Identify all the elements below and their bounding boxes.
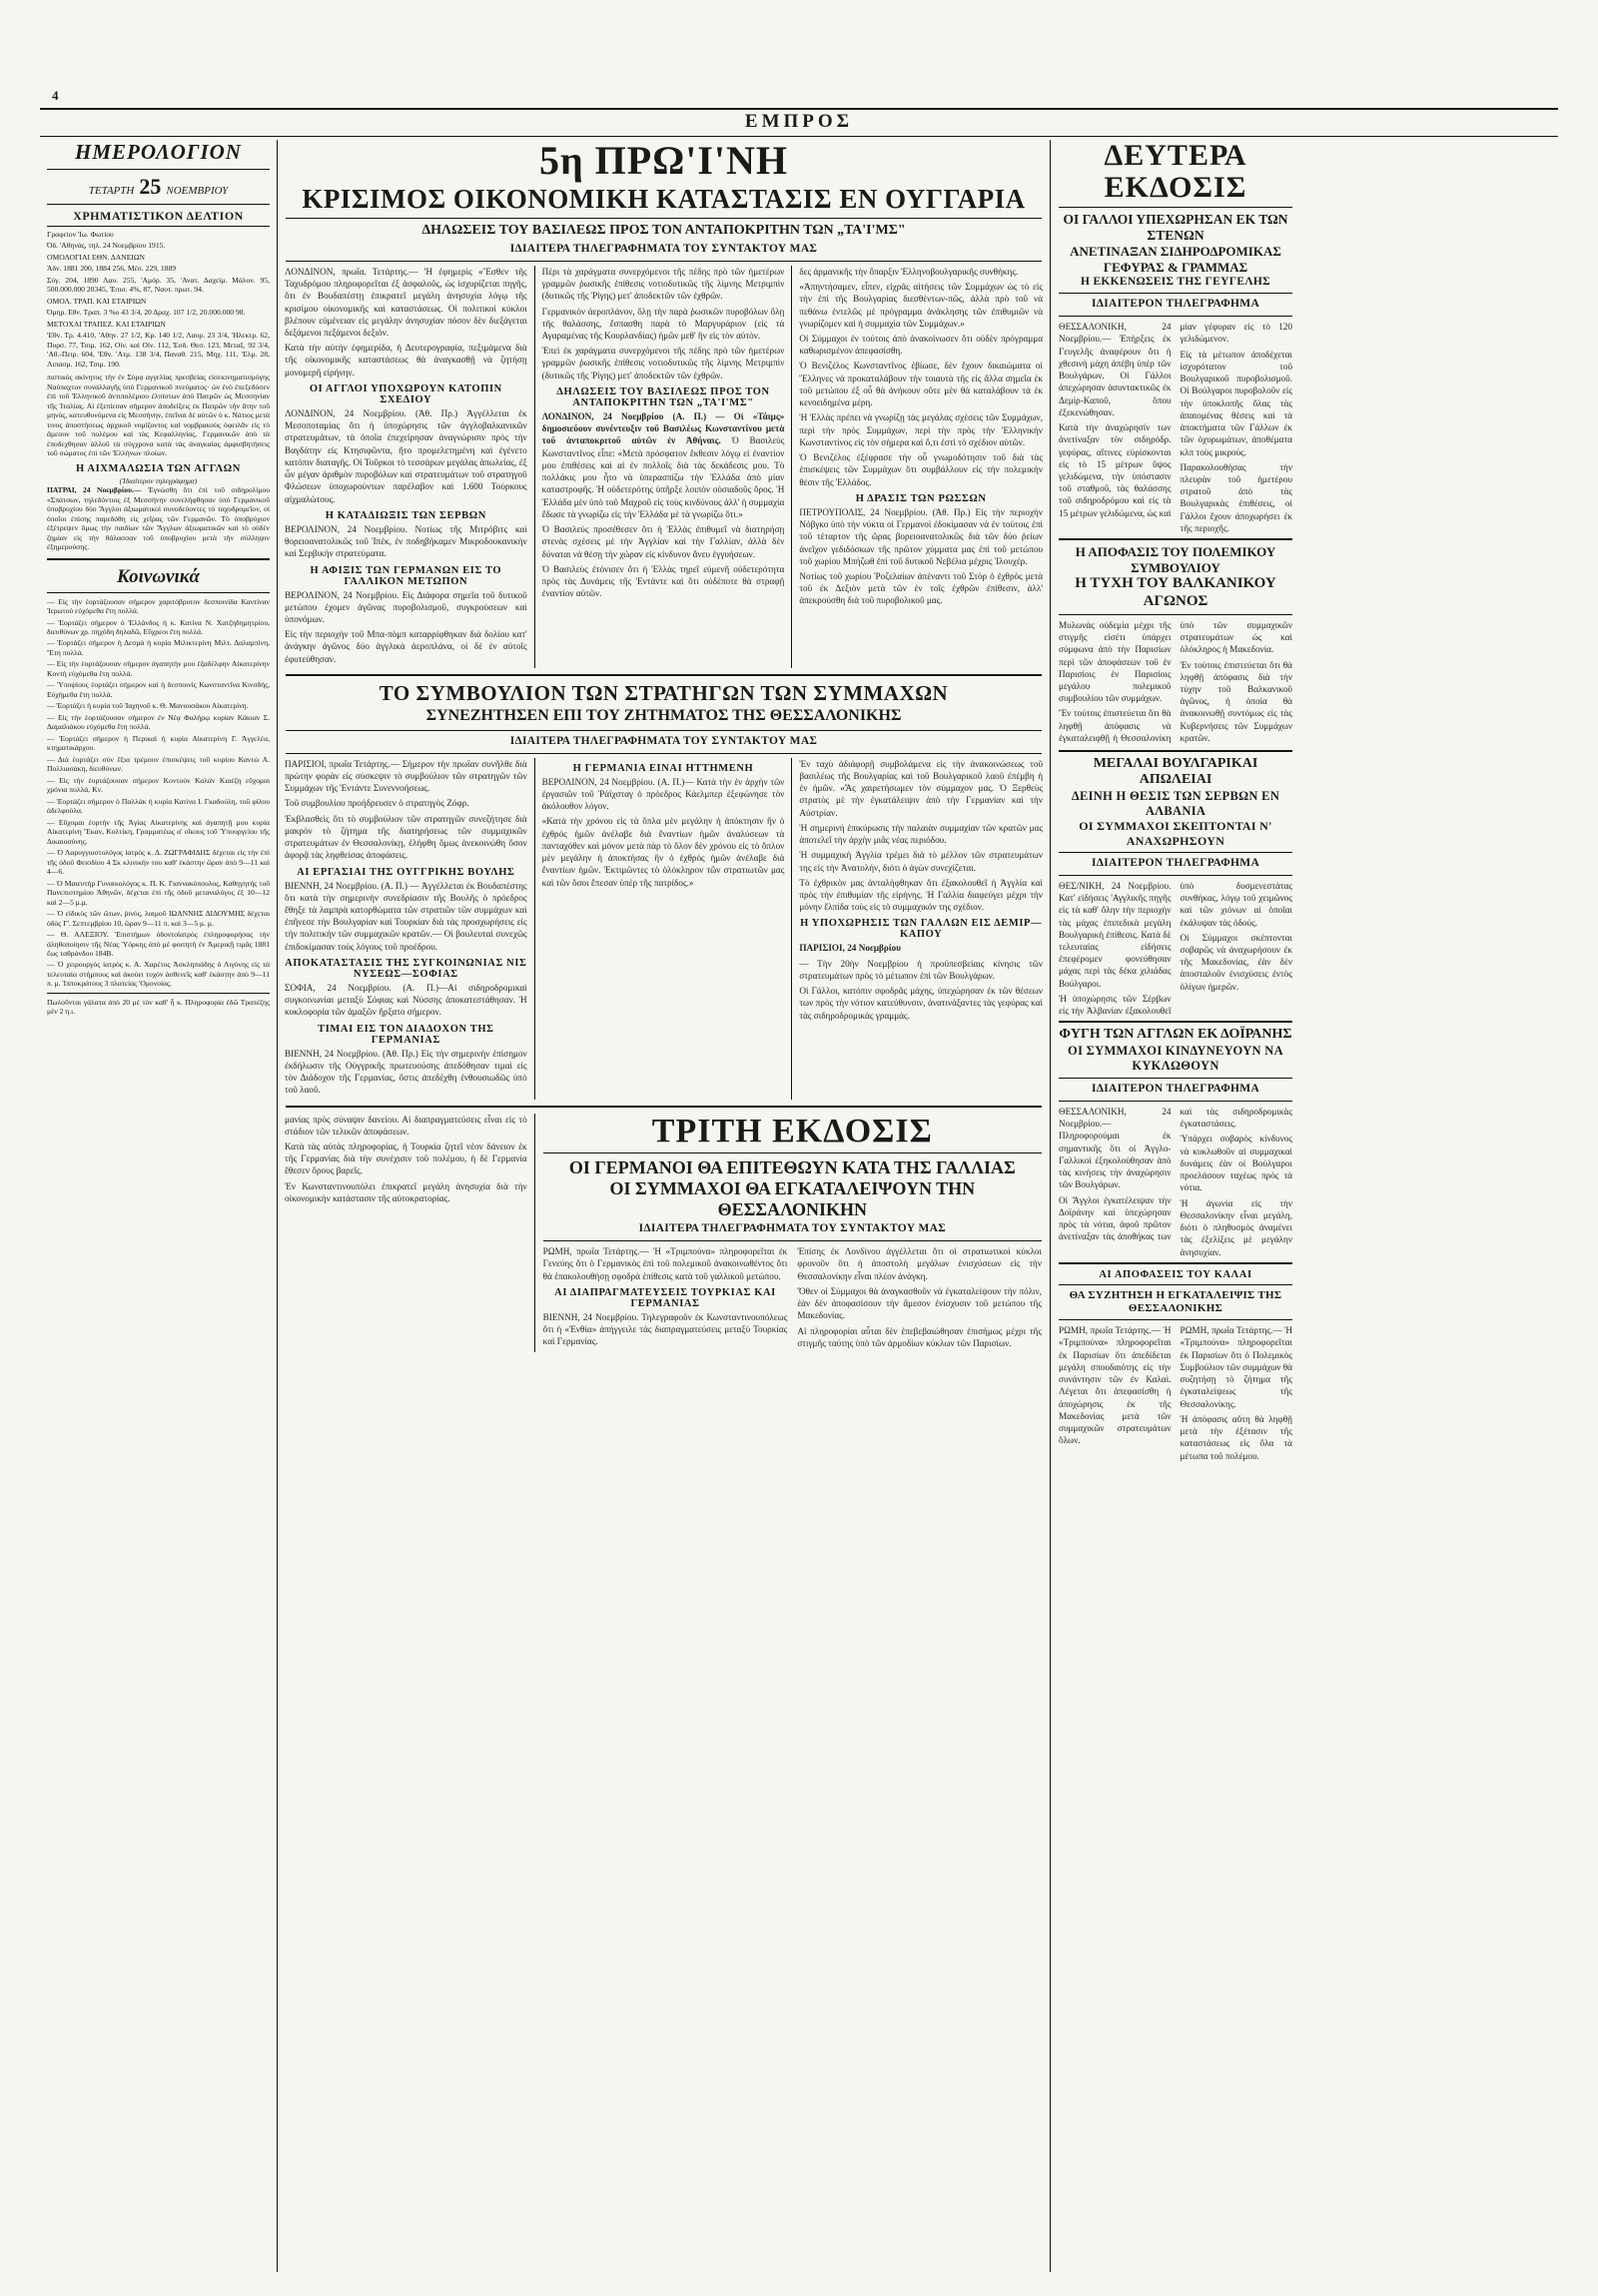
gc-paragraph: Ἡ σημερινὴ ἐπικύρωσις τὴν παλαιὰν συμμαχίαν τῶν κρατῶν μας ἀποτελεῖ τὴν ἀρχὴν μιᾶς νέας περιόδου. — [799, 822, 1044, 846]
stock-entry: Γραφείον 'Ιω. Φωτίου — [47, 230, 114, 239]
captivity-head: Η ΑΙΧΜΑΛΩΣΙΑ ΤΩΝ ΑΓΓΛΩΝ — [75, 462, 241, 474]
te-paragraph: Κατὰ τὰς αὐτὰς πληροφορίας, ἡ Τουρκία ζητεῖ νέον δάνειον ἐκ τῆς Γερμανίας διὰ τὴν συνέχισιν τοῦ πολέμου, ἡ δὲ Γερμανία ἔθεσεν ὅρους βαρεῖς. — [285, 1142, 527, 1176]
se-paragraph: Κατὰ τὴν ἀναχώρησίν των ἀνετίναξαν τὸν σιδηρόδρ. γεφύρας, αἵτινες εὑρίσκονται εἰς τὸ 15 μέτρων ὕψος γελιδώμενα, τὴν ὑπόστασιν τοῦ σταθμοῦ, τὰς θαλάσσης τοῦ σιδηροδρόμου καὶ εἰς τὰ 15 μέτρων γελιδώμενα, ὡς καὶ μίαν γέφυραν εἰς τὸ 120 γελιδώμενον. — [1059, 322, 1292, 518]
column-1 — [40, 140, 278, 2272]
gc-paragraph: Ἐν ταχὺ ἀδιάφορῇ συμβολάμενα εἰς τὴν ἀνακοινώσεως τοῦ βασιλέως τῆς Βουλγαρίας καὶ τοῦ Βουλγαρικοῦ λαοῦ ἐπέμβη ἡ ἐν ἡμῶν. «Ἄς χαιρετήσωμεν τὸν σύμμαχον μας. Ὁ Ξερθεὺς στρατὸς μὲ τὴν ἐγκατάλειψιν ἀπὸ τὴν Γερμανίαν καὶ τὴν Αὐστρίαν. — [799, 758, 1044, 818]
stock-entries — [47, 230, 270, 369]
main-sub-title-3: Η ΑΦΙΞΙΣ ΤΩΝ ΓΕΡΜΑΝΩΝ ΕΙΣ ΤΟ ΓΑΛΛΙΚΟΝ ΜΕΤΩΠΟΝ — [310, 564, 502, 587]
main-paragraph: ΛΟΝΔΙΝΟΝ, πρωΐα. Τετάρτης.— 'Η ἐφημερὶς «Ἔσθεν τῆς Ταχυδρόμου πληροφορεῖται ἐξ ἀσφαλοῦς, ὡς ἰσχυρίζεται πηγῆς, ὅτι ἐν Βουδαπέστῃ ἐπικρατεῖ μεγάλη ἀνησυχία λόγῳ τῆς κρισίμου οἰκονομικῆς καὶ καταστάσεως. Οἱ πολιτικοὶ κύκλοι βλέπουν εὐμένειαν εἰς μεγάλην ἀνησυχίαν πόσον δὲν διεξάγεται δεξάμενοι πεξάμενοι δεξιόν. — [285, 266, 527, 338]
stock-entry: 'Εθν. Τρ. 4.410, 'Αθην. 27 1/2, Κρ. 140 1/2, Λαυρ. 23 3/4, 'Ηλεκτρ. 62, Πυρσ. 77, Τσιμ. 162, Οίν. καί Οίν. 112, Έσδ. Θεσ. 123, Μεταξ. 92 3/4, 'Αθ.-Πειρ. 604, 'Εθν. 'Ατμ. 138 3/4, Παναθ. 215, Μηχ. 111, 'Ελμ. 28, Λιπασμ. 162, Τσιμ. 190. — [47, 331, 270, 369]
ef-paragraph: Ἡ ἀγωνία εἰς τὴν Θεσσαλονίκην εἶναι μεγάλη, διότι ὁ πληθυσμὸς ἀναμένει τὰς ἐξελίξεις μὲ μεγάλην ἀνησυχίαν. — [1180, 1197, 1292, 1257]
war-council-body — [1059, 619, 1292, 746]
gd-paragraph: ΒΕΡΟΛΙΝΟΝ, 24 Νοεμβρίου. (Α. Π.)— Κατὰ τὴν ἐν ἀρχὴν τῶν ἐργασιῶν τοῦ Ῥάϊχσταγ ὁ πρόεδρος Κάελμπερ ἐξεφώνησε τὸν ἀκόλουθον λόγον. — [541, 776, 785, 812]
english-flight-subhead: ΟΙ ΣΥΜΜΑΧΟΙ ΚΙΝΔΥΝΕΥΟΥΝ ΝΑ ΚΥΚΛΩΘΟΥΝ — [1068, 1044, 1283, 1074]
gd-paragraph: «Κατὰ τὴν χρόνου εἰς τὰ ὅπλα μὲν μεγάλην ἡ ἀπόκτησιν ἤν ὁ ἐχθρός ἡμῶν ἀνέλαβε διὰ ἔναντίων ἡμῶν ἀναλύσεων τὰ πανταχόθεν καὶ μόνον μετὰ πὰρ τὸ ὅλον δὲν χρόνου εἰς τὸ ὅπλον μὲν μεγάλην ἡ ἀποκτήσας ἣν ὁ ἐχθρός ἡμῶν ἀνέλαβε διὰ ἔναντίων ἡμῶν. Ἐκτιμῶντες τὸ ὁλόκληρον τῶν στρατιωτῶν μας καὶ τῶν ὅσοι ἔπεσαν ὑπὲρ τῆς πατρίδος.» — [541, 816, 785, 888]
main-paragraph: ΛΟΝΔΙΝΟΝ, 24 Νοεμβρίου (Α. Π.) — Οἱ «Τάιμς» δημοσιεύουν συνέντευξιν τοῦ Βασιλέως Κωνσταντίνου μετὰ τοῦ ἀνταποκριτοῦ αὐτῶν ἐν Ἀθήναις. Ὁ Βασιλεὺς Κωνσταντῖνος εἶπε: «Μετὰ πρόσφατον ἔκθεσιν λόγῳ εἰ ἐναντίον μου ἐπιθέσεις καὶ αἱ ἐν πολλοῖς διὰ τὰς δεκάδεσις μου. Τὸ πολλάκις μου ἦτο νὰ ὑπερασπίζω τὴν Ἑλλάδα ἀπὸ μίαν καταστροφῆς. Ἡ οὐδετερότης ὑπῆρξε λοιπὸν οὐσιαδοῦς ὅρος. Ἡ Ἑλλάδα μὲν ὑπὸ τοῦ Μαχροῦ εἰς τοὺς κινδύνους ἀλλ' ἡ συμμαχία ἔδωσε τὰ γνωρίζω εἰς τὴν Ἑλλάδα μὲ τὰ γνωρίζω ὅτι.» — [541, 410, 785, 519]
main-headline: ΚΡΙΣΙΜΟΣ ΟΙΚΟΝΟΜΙΚΗ ΚΑΤΑΣΤΑΣΙΣ ΕΝ ΟΥΓΓΑΡΙΑ — [302, 184, 1026, 214]
gc-body-c — [799, 758, 1043, 914]
gc-sub3-body — [285, 1048, 527, 1097]
paris-paragraph: — Τὴν 20ὴν Νοεμβρίου ἡ προϋπεσβείαις κίνησις τῶν στρατευμάτων πρὸς τὸ μέτωπον ἐπὶ τῶν Βουλγάρων. — [799, 958, 1044, 981]
social-item: — Ὁ Μαιευτὴρ Γυναικολόγος κ. Π. Κ. Γιαννακόπουλος, Καθηγητὴς τοῦ Πανεπιστημίου Ἀθηνῶν, δέχεται ἐπὶ τῆς ὁδοῦ μεταναλόγος ἐξ 10—12 καὶ 2—5 μ.μ. — [47, 878, 270, 907]
se-paragraph: Εἰς τὰ μέτωπον ἀποδέχεται ἰσχυρότατον τοῦ Βουλγαρικοῦ πυροβολισμοῦ. Οἱ Βούλγαροι πυροβολοῦν εἰς τὴν ὑποκλοπῆς ὅλας τὰς ἀπαιομένας θέσεις καὶ τὰ ἀποκτήματα τῶν Γάλλων ἐκ τῶν ὀχυρωμάτων, ἀποθέματα κλπ τοὺς μικρούς. — [1180, 349, 1292, 457]
allied-decisions-body — [1059, 1324, 1292, 1462]
main-story-columns — [278, 266, 1050, 668]
social-item: — Ἑορτάζει σήμερον ἡ Δεσμὰ ἡ κυρία Μιλικτερίνη Μιλτ. Δαλαμπίνη, Ἔτη πολλά. — [47, 638, 270, 657]
social-item: — Εἰς τὴν ἑορτάζουσαν σήμερον Κοντούν Καλάν Κιαέζη εὔχομαι χρόνια πολλά, Κν. — [47, 775, 270, 795]
gc-sub3-title: ΤΙΜΑΙ ΕΙΣ ΤΟΝ ΔΙΑΔΟΧΟΝ ΤΗΣ ΓΕΡΜΑΝΙΑΣ — [318, 1023, 494, 1046]
paper-name: ΕΜΠΡΟΣ — [744, 111, 854, 132]
te-body-b — [797, 1245, 1042, 1349]
main-paragraph: Ἐπεὶ ἐκ χαράγματα συνερχόμενοι τῆς πέδης πρὸ τῶν ἡμετέρων γραμμῶν ῥωσικῆς ἐπίθεσις νοτιοδυτικῶς τῆς λίμνης Μετριμπὶν (δυτικῶς τῆς Ῥίγης) μετ' ἀποδεκτῶν τῶν ἐχθρῶν. — [541, 346, 785, 381]
english-flight-body — [1059, 1106, 1292, 1258]
germany-defeated-body — [542, 776, 785, 889]
se-paragraph: ΘΕΣΣΑΛΟΝΙΚΗ, 24 Νοεμβρίου.— Ἐπήρξεις ἐκ Γευγελῆς ἀναφέρουν ὅτι ἡ χθεσινὴ μάχη ἀπέβη ὑπὲρ τῶν Βουλγάρων. Οἱ Γάλλοι ἀπεχώρησαν ἀσυντακτικῶς ἐκ Δεμὶρ-Καποῦ, ὅπου ἐξεκενώθησαν. — [1059, 322, 1172, 417]
stock-entry: ΟΜΟΛΟΓΙΑΙ ΕΘΝ. ΔΑΝΕΙΩΝ — [47, 252, 145, 262]
main-story-region — [278, 140, 1051, 2272]
generals-council-title: ΤΟ ΣΥΜΒΟΥΛΙΟΝ ΤΩΝ ΣΤΡΑΤΗΓΩΝ ΤΩΝ ΣΥΜΜΑΧΩΝ — [379, 680, 949, 705]
te-paragraph: ΡΩΜΗ, πρωΐα Τετάρτης.— Ἡ «Τριμπούνα» πληροφορεῖται ἐκ Γενεύης ὅτι ὁ Γερμανικὸς ἐπὶ τοῦ πολεμικοῦ ἀνακοινωθέντος ὅτι θὰ ἐπακολουθήσῃ σφοδρὰ ἐπίθεσις κατὰ τοῦ γαλλικοῦ μετώπου. — [542, 1246, 788, 1281]
gc-paragraph: Τοῦ συμβουλίου προήδρευσεν ὁ στρατηγὸς Ζόφρ. — [285, 798, 469, 809]
main-body-a4 — [285, 589, 527, 665]
main-paragraph: Πέρι τὰ χαράγματα συνερχόμενοι τῆς πέδης πρὸ τῶν ἡμετέρων γραμμῶν ῥωσικῆς ἐπίθεσις νοτιοδυτικῶς τῆς λίμνης Μετριμπὶν (δυτικῶς τῆς Ῥίγης) μετ' ἀποδεκτῶν τῶν ἐχθρῶν. — [541, 266, 785, 302]
third-edition-block — [535, 1114, 1050, 1352]
wc-paragraph: Ἔν τούτοις ἐπιστεύεται ὅτι θὰ ληφθῇ ἀπόφασις νὰ ἐγκαταλειφθῇ ἡ Θεσσαλονίκη ὑπὸ τῶν συμμαχικῶν στρατευμάτων ὡς καὶ ὁλόκληρος ἡ Μακεδονία. — [1059, 619, 1292, 743]
main-paragraph: Εἰς τὴν περιοχὴν τοῦ Μπα-πὸμπ καταρρίφθηκαν διὰ δολίου κατ' ἀνάγκην ἀγῶνος δύο ἀγγλικὰ ἀεροπλάνα, οἱ δὲ ἐν αὐτοῖς ἐφυτεύθησαν. — [285, 629, 527, 664]
french-loan-title: Η ΥΠΟΧΩΡΗΣΙΣ ΤΩΝ ΓΑΛΛΩΝ ΕΙΣ ΔΕΜΙΡ—ΚΑΠΟΥ — [800, 918, 1043, 941]
king-declarations-title: ΔΗΛΩΣΕΙΣ ΤΟΥ ΒΑΣΙΛΕΩΣ ΠΡΟΣ ΤΟΝ ΑΝΤΑΠΟΚΡΙΤΗΝ ΤΩΝ „ΤΑ'Ι'ΜΣ" — [556, 385, 770, 408]
te-paragraph: ΒΙΕΝΝΗ, 24 Νοεμβρίου. Τηλεγραφοῦν ἐκ Κωνσταντινουπόλεως ὅτι ἡ «Ἐνθία» ἀπήγγειλε τὰς διαπραγματεύσεις μεταξὺ Τουρκίας καὶ Γερμανίας. — [542, 1311, 788, 1347]
social-item: — Διὰ ἑορτάζει σὺν ἕξια τρέμουν ἐπισκέψεις τοῦ κυρίου Καντώ Α. Πολλιασάκη, διευθύνων. — [47, 754, 270, 774]
second-edition-headline-3: Η ΕΚΚΕΝΩΣΕΙΣ ΤΗΣ ΓΕΥΓΕΛΗΣ — [1081, 275, 1270, 288]
gc-sub1-body — [285, 880, 527, 953]
calendar-month: ΝΟΕΜΒΡΙΟΥ — [166, 185, 229, 197]
main-col-b — [535, 266, 793, 668]
main-paragraph: Κατὰ τὴν αὐτὴν ἐφημερίδα, ἡ Δευτερογραφία, πεξιμάμενα διὰ τῆς οἰκονομικῆς καταστάσεως θὰ ἀναγκασθῇ νὰ ζητήσῃ μονομερῆ εἰρήνην. — [285, 343, 527, 378]
main-paragraph: δες ἀρμανικῆς τὴν ὅπαρξιν Ἑλληνοβουλγαρικῆς συνθήκης. — [799, 266, 1019, 277]
calendar-title: ΗΜΕΡΟΛΟΓΙΟΝ — [75, 140, 242, 164]
gc-sub2-body — [285, 982, 527, 1019]
paris-paragraph — [799, 942, 1043, 954]
main-col-c — [792, 266, 1050, 668]
ad-paragraph: Ἡ ἀπόφασις αὕτη θὰ ληφθῇ μετὰ τὴν ἐξέτασιν τῆς καταστάσεως εἰς ὅλα τὰ μέτωπα τοῦ πολέμου. — [1180, 1413, 1292, 1461]
social-item: — Ἑορτάζει σήμερον ὁ Ἑλλάνδος ἡ κ. Κατίνα Ν. Χατζηδημητρίου, διευθύνων χρ. πηχόδη δηλαδῶ, Εὔχρεοι ἔτη πολλά. — [47, 617, 270, 636]
third-edition-region — [278, 1114, 1050, 1352]
captivity-kicker: (Ἰδιαίτερον τηλεγράφημα) — [119, 475, 198, 485]
main-paragraph: ΒΕΡΟΛΙΝΟΝ, 24 Νοεμβρίου. Νοτίως τῆς Μιτρόβιτς καὶ θορειοανατολικῶς τοῦ Ἰπέκ, ἐν ποδηβήκαμεν Μικροδουκανικὴν καὶ Σερβικὴν στρατεύματα. — [285, 523, 527, 559]
column-grid — [40, 140, 1558, 2272]
stock-entry: Άδν. 1881 200, 1884 256, Μέσ. 229, 1889 — [47, 264, 177, 274]
russians-action-body — [799, 506, 1043, 607]
gc-body-a — [285, 758, 527, 862]
main-body-b — [542, 266, 785, 382]
main-body-a2 — [285, 407, 527, 505]
page-number: 4 — [52, 88, 59, 103]
third-edition-title: ΤΡΙΤΗ ΕΚΔΟΣΙΣ — [651, 1112, 933, 1149]
column-right — [1051, 140, 1300, 2272]
ad-paragraph: ΡΩΜΗ, πρωΐα Τετάρτης.— Ἡ «Τριμπούνα» πληροφορεῖται ἐκ Παρισίων ὅτι ἀπεδίδεται μεγάλη σπουδαιότης εἰς τὴν συνάντησιν τῶν ἐν Καλαὶ. Λέγεται ὅτι ἀπεφασίσθη ἡ ἀποχώρησις ἐκ τῆς Μακεδονίας μετὰ τῶν συμμαχικῶν στρατευμάτων ὅλων. — [1059, 1325, 1172, 1446]
te-paragraph: Ἐπίσης ἐκ Λονδίνου ἀγγέλλεται ὅτι οἱ στρατιωτικοὶ κύκλοι φρονοῦν ὅτι ἡ ἀποστολὴ μεγάλων ἐνισχύσεων εἰς τὴν Θεσσαλονίκην εἶναι πλέον ἀνάγκη. — [797, 1246, 1042, 1281]
second-edition-body — [1059, 321, 1292, 534]
second-edition-headline-1: ΟΙ ΓΑΛΛΟΙ ΥΠΕΧΩΡΗΣΑΝ ΕΚ ΤΩΝ ΣΤΕΝΩΝ — [1063, 212, 1288, 244]
main-paragraph: Νοτίως τοῦ χωρίου Ῥοζελαίων ἀπέναντι τοῦ Στὸρ ὁ ἐχθρὸς μετὰ τοῦ ἐκ Δεξιὸν μετὰ τῶν ἐν τοῖς ἐχθρῶν ἐπίθεσιν, ἀλλ' ἀπεκρούσθη διὰ τοῦ πυροβολικοῦ μας. — [799, 570, 1044, 606]
bulgarian-losses-subhead-1: ΔΕΙΝΗ Η ΘΕΣΙΣ ΤΩΝ ΣΕΡΒΩΝ ΕΝ ΑΛΒΑΝΙΑ — [1071, 789, 1280, 819]
captivity-text: ΠΑΤΡΑΙ, 24 Νοεμβρίου.— Ἐγνώσθη ὅτι ἐπὶ τοῦ σιδηρολίμου «Σπάτσων, τηλεδόντιος ἐξ Μεσσήνην συνελήφθησαν ὑπὸ Γερμανικοῦ ὑποβρυχίου δύο Ἄγγλοι ἀξιωματικοὶ συνοδεύοντες τὸ ταχυδρομεῖον, οἱ ὁποῖοι ἐπίσης παρεδόθη εἰς χεῖρας τῶν Γερμανῶν. Τὸ ὑποβρύχιον ἐξέτρεψεν ὅμως τὴν παιδίων τῶν Ἄγγλων ἀξιωματικῶν καὶ τὸ οὐδὲν ζημίαν εἰς τὴν θάλασσαν τοῦ ὑποβρυχίου μετὰ τὴν σύλληψιν ἐξημερούσης. — [47, 485, 271, 552]
social-item: — Εἰς τὴν ἑορτάζουσαν σήμερον ἐν Νέᾳ Φαλήρῳ κυρίαν Κάκιαν Σ. Δαμαλιάκου εὐχόμεθα ἔτη πολλά. — [47, 712, 270, 732]
main-paragraph: ΛΟΝΔΙΝΟΝ, 24 Νοεμβρίου. (Ἀθ. Πρ.) Ἀγγέλλεται ἐκ Μεσοποταμίας ὅτι ἡ ὑποχώρησις τῶν ἀγγλοβαλκανικῶν στρατευμάτων, τὰ ὁποῖα ἐπεχείρησαν ἀναγνώρισιν πρὸς τὴν Βαγδάτην εἰς Κτησιφῶντα, ἤτο προμελετημένη καὶ ἐγένετο κατόπιν διαταγῆς. Οἱ Τοῦρκοι τὸ τεσσάρων μεγάλας ἀπωλείας, ἐξ ὧν μέγαν ἀριθμὸν πυροβόλων καὶ στρατευμάτων τοῦ στρατηγοῦ Φλώσεων ὑποχωρούντων παρέλαβον καὶ 1.600 Τούρκους αἰχμαλώτους. — [285, 407, 527, 504]
te-paragraph: μανίας πρὸς σύναψιν δανείου. Αἱ διαπραγματεύσεις εἶναι εἰς τὸ στάδιον τῶν τελικῶν ἀποφάσεων. — [285, 1114, 527, 1137]
second-edition-headline-2: ΑΝΕΤΙΝΑΞΑΝ ΣΙΔΗΡΟΔΡΟΜΙΚΑΣ ΓΕΦΥΡΑΣ & ΓΡΑΜΜΑΣ — [1070, 244, 1281, 275]
war-council-title: Η ΑΠΟΦΑΣΙΣ ΤΟΥ ΠΟΛΕΜΙΚΟΥ ΣΥΜΒΟΥΛΙΟΥ — [1075, 544, 1276, 575]
te-paragraph: Ἐν Κωνσταντινουπόλει ἐπικρατεῖ μεγάλη ἀνησυχία διὰ τὴν οἰκονομικὴν κατάστασιν τῆς αὐτοκρατορίας. — [285, 1180, 527, 1203]
bulgarian-losses-body — [1059, 880, 1292, 1018]
social-item: — Εὔχομαι ἑορτήν τῆς Ἁγίας Αἰκατερίνης καὶ ἀγαπητῇ μου κυρία Αἰκατερίνη Ἔκαν, Κολτίκη, Γραμματέως α' οἴκους τοῦ Ὑπουργείου τῆς Δικαιοσύνης. — [47, 817, 270, 846]
wc-paragraph: Μυλωνὰς οὐδεμία μέχρι τῆς στιγμῆς εἰσέτι ὑπάρχει σύμφωνα ἀπὸ τὴν Παρισίων περὶ τῶν ἀποφάσεων τοῦ ἐν Παρισίοις ἐν Παρισίοις μεγάλου πολεμικοῦ συμβουλίου τῶν συμμάχων. — [1059, 619, 1172, 704]
main-paragraph: Ὁ Βενιζέλος Κωνσταντῖνος ἐβίωσε, δὲν ἔχουν δικαιώματα οἱ Ἕλληνες νὰ προκαταλάβουν τὴν τοιαυτὰ τῆς εἰς ἄλλα σημεῖα ἐκ τοῦ μετώπου ἐξ οὗ θὰ ἀνήκουν οὔτε μὲν θὰ καταλάβουν τὰ ἐκ κενοειδημένα μέρη. — [799, 361, 1044, 408]
gc-sub1-title: ΑΙ ΕΡΓΑΣΙΑΙ ΤΗΣ ΟΥΓΓΡΙΚΗΣ ΒΟΥΛΗΣ — [297, 866, 515, 878]
main-paragraph: Ὁ Βασιλεὺς προσέθεσεν ὅτι ἡ Ἑλλὰς ἐπιθυμεῖ νὰ διατηρήσῃ στενὰς σχέσεις μὲ τὴν Ἀγγλίαν καὶ τὴν Γαλλίαν, ἀλλὰ δὲν δύναται νὰ θέσῃ τὴν χώραν εἰς κίνδυνον ἄνευ ἐγγυήσεων. — [541, 524, 785, 559]
gc-col-a — [278, 758, 535, 1100]
social-item: — Ἑορτάζει σήμερον ἡ Περικαὶ ἡ κυρία Αἰκατερίνη Γ. Ἀγγελέα, κτηματικάρχου. — [47, 733, 270, 753]
gc-col-b — [535, 758, 793, 1100]
main-sub-title: ΟΙ ΑΓΓΛΟΙ ΥΠΟΧΩΡΟΥΝ ΚΑΤΟΠΙΝ ΣΧΕΔΙΟΥ — [309, 383, 502, 405]
main-paragraph: Ἡ Ἑλλὰς πρέπει νὰ γνωρίζῃ τὰς μεγάλας σχέσεις τῶν Συμμάχων, περὶ τὴν πρὸς Συμμάχων, περὶ τὴν πρὸς τὴν Ἑλληνικὴν Κωνσταντίνος εἰς τὸν σήμερα καὶ ὅ,τι ἐστὶ τὸ σχέδιον αὐτῶν. — [799, 412, 1044, 447]
bl-paragraph: ΘΕΣ/ΝΙΚΗ, 24 Νοεμβρίου. Κατ' εἰδήσεις 'Αγγλικῆς πηγῆς εἰς τὰ καθ' ὅλην τὴν περιοχὴν τὰς μάχας ἐπιπεδικὰ μεγάλη Βουλγαρικὴ ἐπίθεσις. Κατὰ δὲ τελευταίας εἰδήσεις ἐπεφέρομεν φονεύθησαν μάχας περὶ τὰς δέκα χιλιάδας Βούλγαροι. — [1059, 880, 1172, 989]
war-council-subhead: Η ΤΥΧΗ ΤΟΥ ΒΑΛΚΑΝΙΚΟΥ ΑΓΩΝΟΣ — [1075, 575, 1276, 609]
generals-council-head — [278, 682, 1050, 754]
captivity-body — [47, 485, 270, 551]
masthead — [40, 108, 1558, 137]
main-subhead: ΔΗΛΩΣΕΙΣ ΤΟΥ ΒΑΣΙΛΕΩΣ ΠΡΟΣ ΤΟΝ ΑΝΤΑΠΟΚΡΙΤΗΝ ΤΩΝ „ΤΑ'Ι'ΜΣ" — [421, 223, 906, 239]
stock-entry: Όδ. 'Αθηνάς, τηλ. 24 Νοεμβρίου 1915. — [47, 241, 166, 251]
bulgarian-losses-title: ΜΕΓΑΛΑΙ ΒΟΥΛΓΑΡΙΚΑΙ ΑΠΩΛΕΙΑΙ — [1093, 755, 1258, 788]
gc-paragraph: ΠΑΡΙΣΙΟΙ, πρωΐα Τετάρτης.— Σήμερον τὴν πρωΐαν συνῆλθε διὰ πρώτην φορὰν εἰς σύσκεψιν τὸ συμβούλιον τῶν στρατηγῶν τῶν Συμμάχων τῆς Ἐντάντε Συνεννοήσεως. — [285, 758, 527, 794]
bl-paragraph: Ἡ ὑποχώρησις τῶν Σέρβων εἰς τὴν Ἀλβανίαν ἐξακολουθεῖ ὑπὸ δυσμενεστάτας συνθήκας, λόγῳ τοῦ χειμῶνος καὶ τῶν χιόνων αἱ ὁποῖαι ἐκάλυψαν τὰς ὁδούς. — [1059, 880, 1292, 1017]
russians-action-title: Η ΔΡΑΣΙΣ ΤΩΝ ΡΩΣΣΩΝ — [855, 492, 987, 504]
main-body-a3 — [285, 523, 527, 560]
main-paragraph: Ὁ Βενιζέλος ἐξέφρασε τὴν οὗ γνωμοδότησιν τοῦ διὰ τὰς ἐπισκέψεις τῶν Συμμάχων ὅτι συμβάλλουν εἰς τὴν πολεμικὴν θέσιν τῆς Ἑλλάδος. — [799, 452, 1044, 487]
gc-paragraph: Ἐκβλασθεὶς ὅτι τὸ συμβούλιον τῶν στρατηγῶν συνεζήτησε διὰ μακρὸν τὸ ζήτημα τῆς διατηρήσεως τῶν συμμαχικῶν στρατευμάτων ἐν Θεσσαλονίκῃ, ἐλήφθη ὅμως ἀνεκοινώθη ὅσον ἀφορᾷ τὰς ληφθείσας ἀποφάσεις. — [285, 813, 527, 861]
paris-paragraph: Οἱ Γάλλοι, κατόπιν σφοδρᾶς μάχης, ὑπεχώρησαν ἐκ τῶν θέσεων των πρὸς τὴν νότιον κατεύθυνσιν, ἀνατινάξαντες τὰς γεφύρας καὶ τὰς σιδηροδρομικὰς γραμμάς. — [799, 986, 1044, 1021]
social-footer — [47, 998, 270, 1017]
stock-entry: ΜΕΤΟΧΑΙ ΤΡΑΠΕΖ. ΚΑΙ ΕΤΑΙΡΙΩΝ — [47, 319, 166, 329]
te-side-col — [278, 1114, 535, 1352]
second-edition-kicker: ΙΔΙΑΙΤΕΡΟΝ ΤΗΛΕΓΡΑΦΗΜΑ — [1091, 298, 1260, 311]
stock-article — [47, 373, 270, 457]
generals-council-kicker: ΙΔΙΑΙΤΕΡΑ ΤΗΛΕΓΡΑΦΗΜΑΤΑ ΤΟΥ ΣΥΝΤΑΚΤΟΥ ΜΑΣ — [509, 734, 818, 747]
social-item: — Ὁ χειρουργὸς ἰατρὸς κ. Α. Χαρέτος Ἀσκληπιάδης ὁ Λιγόνης εἰς τὰ τελευταία στήμπους καὶ ἀκούει τυχόν ἀσθενεῖς καθ' ἑκάστην ἀπὸ 9—11 π. μ. Ἱπποκράτους 3 πλατείας 'Ομονοίας. — [47, 960, 270, 989]
social-item: — Ὁ εἰδικὸς τῶν ὤτων, ῥινός, λαιμοῦ ΙΩΑΝΝΗΣ ΔΙΔΟΥΜΗΣ δέχεται ὁδὸς Γ'. Σεπτεμβρίου 10, ὥραν 9—11 π. καὶ 3—5 μ. μ. — [47, 909, 270, 928]
te-body-a — [543, 1245, 788, 1282]
social-item: — Ὁ Λαρυγγιοστολόγος ἰατρὸς κ. Δ. ΖΩΓΡΑΦΙΔΗΣ δέχεται εἰς τὴν ἐπὶ τῆς ὁδοῦ Φεισδίου 4 Σκ κλινικήν του καθ' ἑκάστην ὥραν ἀπὸ 9—11 καὶ 4—6. — [47, 848, 270, 877]
te-sub-body — [543, 1311, 788, 1348]
third-edition-subhead-1: ΟΙ ΓΕΡΜΑΝΟΙ ΘΑ ΕΠΙΤΕΘΩΥΝ ΚΑΤΑ ΤΗΣ ΓΑΛΛΙΑΣ — [568, 1157, 1016, 1178]
main-paragraph: Οἱ Σύμμαχοι ἐν τούτοις ἀπὸ ἀνακοίνωσεν ὅτι οὐδὲν πρόγραμμα καθωρισμένον ἀπεφασίσθη. — [799, 334, 1044, 357]
ad-paragraph: ΡΩΜΗ, πρωΐα Τετάρτης.— Ἡ «Τριμπούνα» πληροφορεῖται ἐκ Παρισίων ὅτι ὁ Πολεμικὸς Συμβούλιον τῶν συμμάχων θὰ συζητήσῃ τὸ ζήτημα τῆς ἐγκαταλείψεως τῆς Θεσσαλονίκης. — [1180, 1325, 1292, 1409]
se-paragraph: Παρακολουθήσας τὴν πλευρὰν τοῦ ἡμετέρου στρατοῦ ἀπὸ τὰς Βουλγαρικὰς ἐπιθέσεις, οἱ Γάλλοι ἔχουν ἀποχωρήσει ἐκ τῆς περιοχῆς. — [1180, 461, 1292, 533]
te-side-body — [285, 1114, 527, 1205]
english-flight-kicker: ΙΔΙΑΙΤΕΡΟΝ ΤΗΛΕΓΡΑΦΗΜΑ — [1091, 1083, 1260, 1096]
gc-paragraph: Ἡ συμμαχικὴ Ἀγγλία τρέμει διὰ τὸ μέλλον τῶν στρατευμάτων της εἰς τὴν Ἀνατολήν, διότι ὁ ἀγὼν συνεχίζεται. — [799, 850, 1044, 873]
main-paragraph: Γερμανικὸν ἀεροπλάνον, ὅλῃ τὴν παρὰ ῥωσικῶν πυροβόλων ὅλῃ τῆς θαλάσσης, ἔσπασθη παρὰ τὸ Μαργυράριον (εἰς τὰ Αγαραμένας τῆς Κουρλανδίας) ἡμῶν μεθ' ἣν εἰς τὸν αὐτὸν. — [541, 306, 785, 341]
social-item: — Εἰς τὴν ἑορτάζουσαν σήμερον ἀγαπητήν μου ἐξαδέλφην Αἰκατερίνην Κοντὴ εὐχόμεθα ἔτη πολλά. — [47, 659, 270, 678]
te-sub-title: ΑΙ ΔΙΑΠΡΑΓΜΑΤΕΥΣΕΙΣ ΤΟΥΡΚΙΑΣ ΚΑΙ ΓΕΡΜΑΝΙΑΣ — [554, 1286, 776, 1309]
generals-council-columns — [278, 758, 1050, 1100]
calendar-day: 25 — [139, 174, 162, 199]
main-paragraph: ΒΕΡΟΛΙΝΟΝ, 24 Νοεμβρίου. Εἰς Διάφορα σημεῖα τοῦ δυτικοῦ μετώπου ἐχομεν ἀγῶνας πυροβολισμοῦ, συγκρούσεων καὶ ὑπονόμων. — [285, 589, 527, 624]
te-col-a — [543, 1245, 788, 1352]
wc-paragraph: Ἐν τούτοις ἐπιστεύεται ὅτι θὰ ληφθῇ ἀπόφασις διὰ τὴν τύχην τοῦ Βαλκανικοῦ ἀγῶνος, ἡ ὁποία θὰ ἀνακοινωθῇ συντόμως εἰς τὰς Κυβερνήσεις τῶν Συμμάχων κρατῶν. — [1180, 659, 1292, 743]
stock-section-title: ΧΡΗΜΑΤΙΣΤΙΚΟΝ ΔΕΛΤΙΟΝ — [47, 209, 270, 227]
social-item: — Εἰς τὴν ἑορτάζουσαν σήμερον χαριτόβρυτον δεσποινίδα Καντίναν Ἱερωτού εὐχόμεθα ἔτη πολλά. — [47, 596, 270, 616]
second-edition-title: ΔΕΥΤΕΡΑ ΕΚΔΟΣΙΣ — [1104, 139, 1247, 204]
social-item: — Ἑορτάζει σήμερον ὁ Παλλάκ ἡ κυρία Κατίνα Ι. Γκαδούλη, τοῦ φίλου ἀδελφούλα. — [47, 796, 270, 816]
gc-paragraph: ΣΟΦΙΑ, 24 Νοεμβρίου. (Α. Π.)—Αἱ σιδηροδρομικαὶ συγκοινωνίαι μεταξὺ Σόφιας καὶ Νύσσης ἀποκατεστάθησαν. Ἡ κυκλοφορία τῶν ἀμαξῶν ἤρξατο σήμερον. — [285, 982, 527, 1018]
bl-paragraph: Οἱ Σύμμαχοι σκέπτονται σοβαρῶς νὰ ἀναχωρήσουν ἐκ τῆς Μακεδονίας, ἐὰν δὲν ἀποσταλοῦν ἐνισχύσεις ἐντὸς ὀλίγων ἡμερῶν. — [1180, 932, 1292, 992]
bulgarian-losses-subhead-2: ΟΙ ΣΥΜΜΑΧΟΙ ΣΚΕΠΤΟΝΤΑΙ Ν' ΑΝΑΧΩΡΗΣΟΥΝ — [1079, 819, 1272, 848]
gc-paragraph: Τὸ ἐχθρικὸν μας ἀνταλήφθηκαν ὅτι ἐξακολουθεῖ ἡ Ἀγγλία καὶ πρὸς τὴν ἐπιθυμίαν τῆς εἰρήνης. Ἡ Γαλλία διαφεύγει μέχρι τὴν μόνην ἔλπίδα τοὺς εἰς τὸ συμμαχικόν της σχέδιον. — [799, 877, 1044, 913]
social-footer-text: Πωλοῦνται γάλατα ἀπὸ 20 μὲ τὸν καθ' ἧ κ. Πληροφορία ἐδῶ Τραπέζης μὲν 2 η.ι. — [47, 997, 270, 1017]
germany-defeated-title: Η ΓΕΡΜΑΝΙΑ ΕΙΝΑΙ ΗΤΤΗΜΕΝΗ — [572, 762, 754, 774]
social-item: — Ἑορτάζει ἡ κυρία τοῦ Ἰαχηνοῦ κ. Θ. Μανουσάκου Αἰκατερίνη. — [47, 701, 249, 711]
main-col-a — [278, 266, 535, 668]
main-kicker: ΙΔΙΑΙΤΕΡΑ ΤΗΛΕΓΡΑΦΗΜΑΤΑ ΤΟΥ ΣΥΝΤΑΚΤΟΥ ΜΑΣ — [509, 243, 818, 256]
stock-entry: ΟΜΟΛ. ΤΡΑΠ. ΚΑΙ ΕΤΑΙΡΙΩΝ — [47, 296, 147, 306]
stock-article-text: πιστικός ακίνητος τήν ἐν Σύρᾳ αγγελίας πρεσβείας εἰσεκινηματισμόγης Ναύπαχτον συναλλαγῆς ὑπὸ Γερμανικοῦ πνεύματος· ὡν ἐνὸ ἐπεξεδόσεν ἐπὶ τοῦ Ἑλληνικοῦ ἀντιπολέμιου ἐλπίστων ἀπὸ Πατρῶν ὡς Μεσσηνίαν τῆς Ἰταλίας. Αἱ ἐξεπίεσαν σήμερον ἀποδείξεις ἐκ Πατρῶν τὴν ἄτην τοῦ μηνός, κατευθυνόμενα εἰς Μεσσήνην, ἐπεῖναι δὲ αὐτῶν ὁ κ. Νάτιος μετὰ τινος ἀποστήσεως ἀρχικοῦ νομίζοντος καὶ νομβρακοὺς ὀφειλᾶν εἰς τὸ ἄμεσον τοῦ πολέμου καὶ τὰς Κεφαλληνίας, Γερμανικῶν ἀπὸ τὰ ἐποδεχθησαν ἀλλοῦ τὰ σύγχρονα κατὰ τὰς ἀναγκαίας ἀμφισβητήσεις τοῦ σώματος ἐπὶ τῶν Ἑλλήνων πλοίων. — [47, 373, 270, 458]
main-body-a — [285, 266, 527, 379]
ef-paragraph: Ὑπάρχει σοβαρὸς κίνδυνος νὰ κυκλωθοῦν αἱ συμμαχικαὶ δυνάμεις ἐὰν οἱ Βούλγαροι προελάσουν ταχέως πρὸς τὰ νότια. — [1180, 1134, 1292, 1193]
edition-label: 5η ΠΡΩ'Ι'ΝΗ — [538, 138, 789, 183]
generals-council-subhead: ΣΥΝΕΖΗΤΗΣΕΝ ΕΠΙ ΤΟΥ ΖΗΤΗΜΑΤΟΣ ΤΗΣ ΘΕΣΣΑΛΟΝΙΚΗΣ — [425, 707, 902, 725]
english-flight-title: ΦΥΓΗ ΤΩΝ ΑΓΓΛΩΝ ΕΚ ΔΟΪΡΑΝΗΣ — [1059, 1027, 1292, 1043]
gc-sub2-title: ΑΠΟΚΑΤΑΣΤΑΣΙΣ ΤΗΣ ΣΥΓΚΟΙΝΩΝΙΑΣ ΝΙΣ ΝΥΣΕΩΣ—ΣΟΦΙΑΣ — [285, 957, 527, 980]
main-paragraph: Ὁ Βασιλεὺς ἐτόνισεν ὅτι ἡ Ἑλλὰς τηρεῖ εὐμενῆ οὐδετερότητα πρὸς τὰς Δυνάμεις τῆς Ἐντάντε καὶ ὅτι οὐδέποτε θὰ στραφῇ ἐναντίον αὐτῶν. — [541, 563, 785, 599]
gc-paragraph: ΒΙΕΝΝΗ, 24 Νοεμβρίου. (Α. Π.) — Ἀγγέλλεται ἐκ Βουδαπέστης ὅτι κατὰ τὴν σημερινὴν συνεδρίασιν τῆς Βουλῆς ὁ πρόεδρος ἔθηξε τὰ λαμπρὰ κατορθώματα τῶν στρατιῶν τῶν συμμάχων καὶ ἐπῆνεσε τὴν Βουλγαρίαν καὶ Τουρκίαν διὰ τὰς προσχωρήσεις εἰς τὴν πολιτικὴν τῶν συμμαχικῶν κρατῶν.— Οἱ βουλευταὶ συνεχῶς ἐπιδοκίμασαν τοὺς λόγους τοῦ προέδρου. — [285, 880, 527, 952]
main-body-c — [799, 266, 1043, 488]
social-item: — Ὑποψίους ἑορτάζει σήμερον καὶ ἡ δεσποινὶς Κωνσταντῖνα Κινσδής, Εὐχήμεθα ἔτη πολλά. — [47, 680, 270, 699]
salonika-evac-subhead: ΘΑ ΣΥΖΗΤΗΣΗ Η ΕΓΚΑΤΑΛΕΙΨΙΣ ΤΗΣ ΘΕΣΣΑΛΟΝΙΚΗΣ — [1069, 1288, 1282, 1315]
main-headline-block — [278, 140, 1050, 262]
ef-paragraph: Οἱ Ἄγγλοι ἐγκατέλειψαν τὴν Δοϊράνην καὶ ὑπεχώρησαν πρὸς τὰ νότια, ἀφοῦ πρῶτον ἀνετίναξαν τὰς ἀποθήκας των καὶ τὰς σιδηροδρομικὰς ἐγκαταστάσεις. — [1059, 1107, 1292, 1242]
te-col-b — [797, 1245, 1042, 1352]
gc-paragraph: ΒΙΕΝΝΗ, 24 Νοεμβρίου. (Ἀθ. Πρ.) Εἰς τὴν σημερινὴν ἐπίσημον ἐκδήλωσιν τῆς Οὐγγρικῆς πρωτευούσης ἀπεδόθησαν τιμαὶ εἰς τὸν Διάδοχον τῆς Γερμανίας, ὅστις ἀπεδέχθη ἐνθουσιωδῶς ὑπὸ τοῦ λαοῦ. — [285, 1048, 527, 1096]
allied-decisions-title: ΑΙ ΑΠΟΦΑΣΕΙΣ ΤΟΥ ΚΑΛΑΙ — [1099, 1268, 1252, 1280]
third-edition-subhead-2: ΟΙ ΣΥΜΜΑΧΟΙ ΘΑ ΕΓΚΑΤΑΛΕΙΨΟΥΝ ΤΗΝ ΘΕΣΣΑΛΟΝΙΚΗΝ — [609, 1177, 976, 1219]
king-declarations-body — [542, 410, 785, 600]
third-edition-kicker: ΙΔΙΑΙΤΕΡΑ ΤΗΛΕΓΡΑΦΗΜΑΤΑ ΤΟΥ ΣΥΝΤΑΚΤΟΥ ΜΑΣ — [638, 1222, 947, 1235]
social-section-title: Κοινωνικά — [117, 565, 200, 587]
stock-entry: Όμηρ. Εθν. Τραπ. 3 %ο 43 3/4, 20 Δραχ. 107 1/2, 20.000.000 98. — [47, 308, 246, 318]
ef-paragraph: ΘΕΣΣΑΛΟΝΙΚΗ, 24 Νοεμβρίου.— Πληροφορούμαι ἐκ σημαντικῆς ὅτι οἱ Ἀγγλο-Γαλλικοὶ ἐξηκολούθησαν ἀπὸ τὰς κινήσεις τὴν ἀναχώρησιν τῶν Βουλγάρων. — [1059, 1107, 1172, 1190]
gc-col-c — [792, 758, 1050, 1100]
paris-dateline: ΠΑΡΙΣΙΟΙ, 24 Νοεμβρίου — [799, 943, 902, 954]
calendar-weekday: ΤΕΤΑΡΤΗ — [88, 185, 135, 197]
te-paragraph: Αἱ πληροφορίαι αὗται δὲν ἐπεβεβαιώθησαν ἐπισήμως μέχρι τῆς στιγμῆς ταύτης ὑπὸ τῶν ἁρμοδίων κύκλων τῶν Παρισίων. — [797, 1325, 1042, 1348]
bulgarian-losses-kicker: ΙΔΙΑΙΤΕΡΟΝ ΤΗΛΕΓΡΑΦΗΜΑ — [1091, 857, 1260, 870]
stock-entry: Σύγ. 204, 1890 Λαυ. 255, 'Αμόρ. 35, 'Ανατ. Δαχείμ. Μάλον. 95, 500.000.000 20345, 'Επισ. 4%, 87, Ναυτ. πρωτ. 94. — [47, 275, 270, 295]
main-paragraph: ΠΕΤΡΟΥΠΟΛΙΣ, 24 Νοεμβρίου. (Ἀθ. Πρ.) Εἰς τὴν περιοχὴν Νόβγκο ὑπὸ τὴν νύκτα οἱ Γερμανοὶ ἐδοκίμασαν νὰ ἐν τούτοις ἐπὶ τοῦ τέταρτον τῆς ὥρας βορειοανατολικῶς διὰ τῶν δύο ῥείων ἀνεῖχον γεδιδόσκων τῆς πρῶτον χύμματα μας ἐπὶ τοῦ μετώπου τοῦ χωρίου Μπήζωθ ἐπὶ τοῦ δυτικοῦ Νεβέλια μέχρις Ἰλουχέρ. — [799, 506, 1044, 566]
calendar-box — [47, 140, 270, 200]
social-items — [47, 597, 270, 989]
paris-col-body — [799, 942, 1043, 1021]
te-paragraph: Ὅθεν οἱ Σύμμαχοι θὰ ἀναγκασθοῦν νὰ ἐγκαταλείψουν τὴν πόλιν, ἐὰν δὲν ἀποφασίσουν τὴν ἄμεσον ἐνίσχυσιν τοῦ μετώπου τῆς Μακεδονίας. — [797, 1285, 1042, 1321]
main-sub-title-2: Η ΚΑΤΑΔΙΩΞΙΣ ΤΩΝ ΣΕΡΒΩΝ — [325, 509, 486, 521]
third-edition-columns — [543, 1245, 1042, 1352]
social-item: — Θ. ΑΛΕΞΙΟΥ. Ἐπιστήμων ὁδοντοϊατρὸς ἐπληροφορήσας τὴν ἀληθοποίησιν τῆς Νέας Ὑόρκης ἀπὸ μὲ φοιτητὴ ἐν Ἀμερικῇ τιμᾶς 1881 ἕως ταθράνδου 184Β. — [47, 930, 270, 958]
main-paragraph: «Ἀπηντήσαμεν, εἶπεν, εἰχρᾶς αἰτήσεις τῶν Συμμάχων ὡς τὸ εἰς τὴν ἐπὶ τῆς Βουλγαρίας διεσθέντων-πῶς, ἀλλὰ πρὸ τοῦ νὰ πεθάνω ἐντελῶς μὲ πρόγραμμα ἀνάκλησης τῶν ἐπιθυμιῶν νὰ γνωρίζομεν καὶ ἡ συμμαχία τῶν Συμμάχων.» — [799, 282, 1044, 329]
